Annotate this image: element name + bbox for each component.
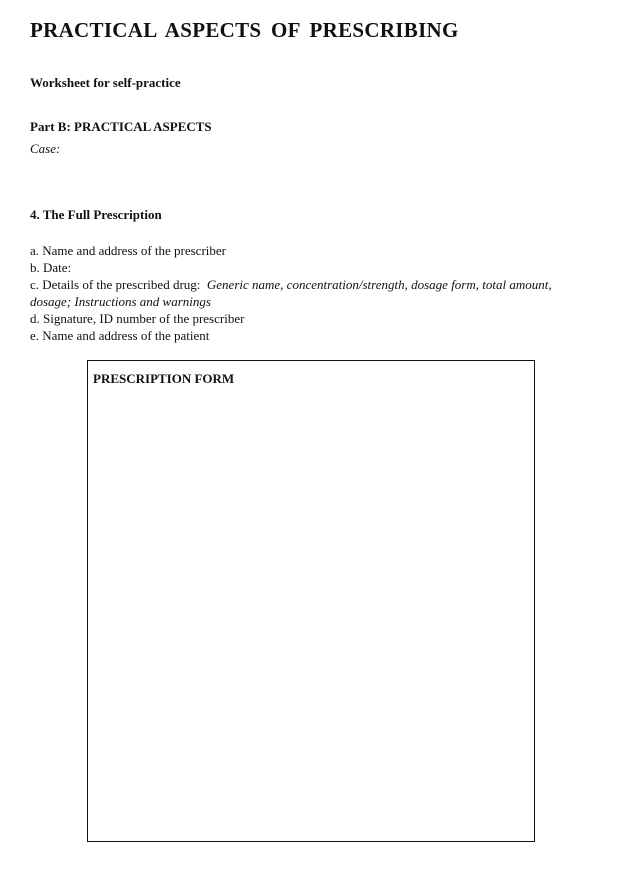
page-title: PRACTICAL ASPECTS OF PRESCRIBING	[30, 18, 459, 42]
prescription-form-title: PRESCRIPTION FORM	[93, 371, 235, 386]
item-drug-details-label: c. Details of the prescribed drug:	[30, 277, 201, 292]
prescription-form-box[interactable]	[87, 360, 535, 842]
item-drug-details-italic-line2: dosage; Instructions and warnings	[30, 294, 211, 309]
item-prescriber-name: a. Name and address of the prescriber	[30, 243, 226, 258]
item-drug-details	[30, 276, 600, 293]
worksheet-subtitle: Worksheet for self-practice	[30, 75, 181, 90]
prescription-requirements-list	[30, 242, 600, 344]
item-signature: d. Signature, ID number of the prescriber	[30, 311, 245, 326]
item-date: b. Date:	[30, 260, 72, 275]
part-heading: Part B: PRACTICAL ASPECTS	[30, 119, 212, 134]
item-patient-name: e. Name and address of the patient	[30, 328, 210, 343]
section-heading: 4. The Full Prescription	[30, 207, 162, 222]
item-drug-details-italic-line1: Generic name, concentration/strength, dosage form, total amount,	[206, 277, 552, 292]
case-label: Case:	[30, 141, 61, 156]
